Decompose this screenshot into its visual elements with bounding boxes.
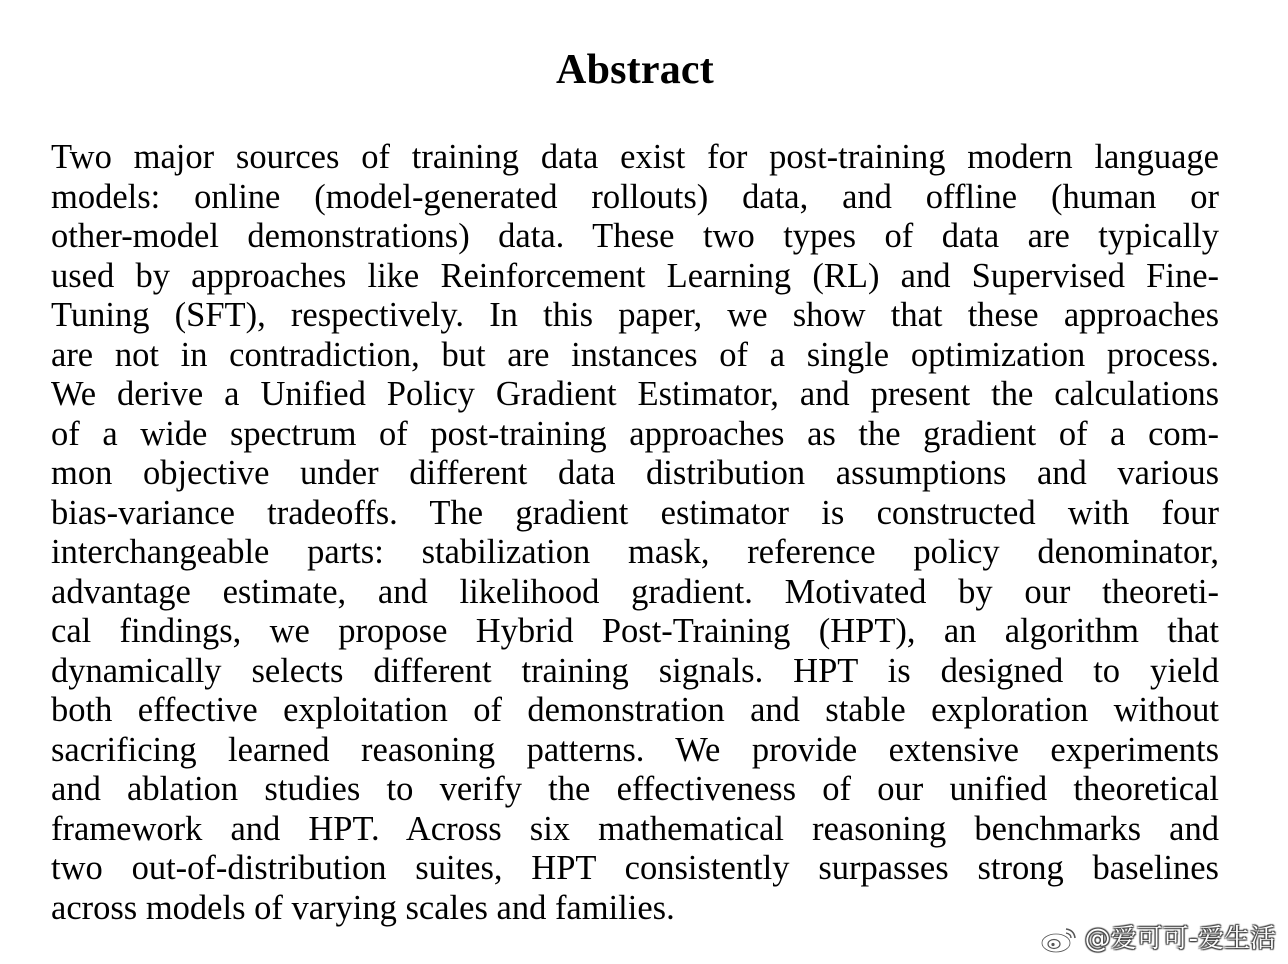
abstract-line: models: online (model-generated rollouts) data, and offline (human or bbox=[51, 177, 1219, 216]
abstract-line: framework and HPT. Across six mathematical reasoning benchmarks and bbox=[51, 809, 1219, 848]
abstract-line: Two major sources of training data exist for post-training modern language bbox=[51, 138, 1219, 176]
watermark-text: @爱可可-爱生活 bbox=[1084, 924, 1276, 954]
abstract-line: both effective exploitation of demonstration and stable exploration without bbox=[51, 691, 1219, 729]
weibo-icon bbox=[1039, 924, 1079, 954]
abstract-line: and ablation studies to verify the effectiveness of our unified theoretical bbox=[51, 770, 1219, 808]
abstract-line: two out-of-distribution suites, HPT consistently surpasses strong baselines bbox=[51, 849, 1219, 887]
abstract-line: interchangeable parts: stabilization mask, reference policy denominator, bbox=[51, 533, 1219, 571]
abstract-line: used by approaches like Reinforcement Learning (RL) and Supervised Fine- bbox=[51, 256, 1219, 295]
abstract-line: mon objective under different data distribution assumptions and various bbox=[51, 454, 1219, 492]
abstract-line: dynamically selects different training signals. HPT is designed to yield bbox=[51, 651, 1219, 690]
abstract-line: of a wide spectrum of post-training approaches as the gradient of a com- bbox=[51, 414, 1219, 453]
watermark bbox=[1039, 924, 1276, 954]
abstract-line: advantage estimate, and likelihood gradient. Motivated by our theoreti- bbox=[51, 572, 1219, 611]
abstract-line: cal findings, we propose Hybrid Post-Training (HPT), an algorithm that bbox=[51, 612, 1219, 650]
abstract-line: bias-variance tradeoffs. The gradient estimator is constructed with four bbox=[51, 493, 1219, 532]
abstract-line: other-model demonstrations) data. These two types of data are typically bbox=[51, 217, 1219, 255]
abstract-heading: Abstract bbox=[556, 47, 714, 93]
abstract-line: We derive a Unified Policy Gradient Estimator, and present the calculations bbox=[51, 375, 1219, 413]
abstract-line: are not in contradiction, but are instances of a single optimization process. bbox=[51, 335, 1219, 374]
abstract-line: sacrificing learned reasoning patterns. We provide extensive experiments bbox=[51, 730, 1219, 769]
abstract-line: Tuning (SFT), respectively. In this paper, we show that these approaches bbox=[51, 296, 1219, 334]
abstract-line: across models of varying scales and families. bbox=[51, 888, 675, 927]
abstract-body bbox=[51, 138, 1219, 928]
